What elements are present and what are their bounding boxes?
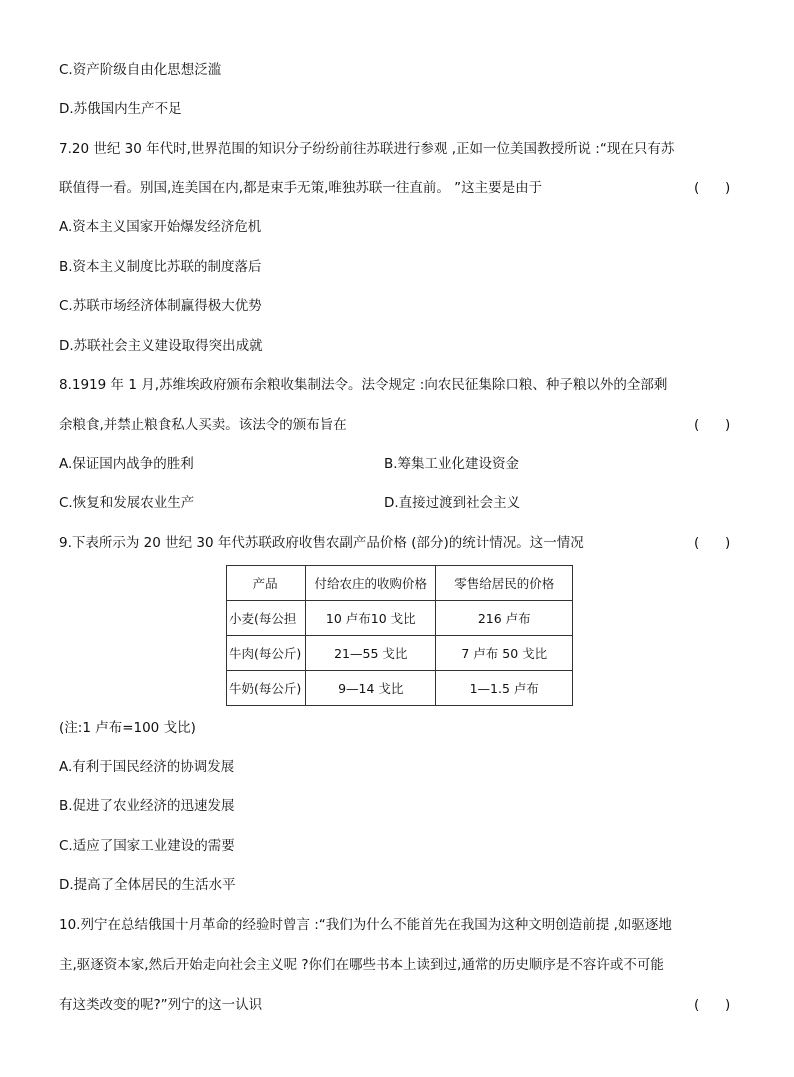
table-header-row (227, 566, 573, 601)
q7-option-a: A.资本主义国家开始爆发经济危机 (59, 219, 262, 235)
table-cell: 小麦(每公担 (227, 601, 306, 636)
q8-stem-line2: 余粮食,并禁止粮食私人买卖。该法令的颁布旨在 (59, 417, 347, 433)
q8-option-d: D.直接过渡到社会主义 (384, 495, 521, 511)
q8-answer-parentheses: ( ) (694, 417, 731, 433)
q7-stem-line2: 联值得一看。别国,连美国在内,都是束手无策,唯独苏联一往直前。 ”这主要是由于 (59, 180, 543, 196)
q7-option-c: C.苏联市场经济体制赢得极大优势 (59, 298, 262, 314)
table-header-cell: 付给农庄的收购价格 (306, 566, 436, 601)
table-cell: 1—1.5 卢布 (436, 671, 573, 706)
q6-option-d: D.苏俄国内生产不足 (59, 101, 182, 117)
table-cell: 牛肉(每公斤) (227, 636, 306, 671)
table-cell: 216 卢布 (436, 601, 573, 636)
q8-stem-line1: 8.1919 年 1 月,苏维埃政府颁布余粮收集制法令。法令规定 :向农民征集除口粮、种子粮以外的全部剩 (59, 377, 668, 393)
q10-stem-line3: 有这类改变的呢?”列宁的这一认识 (59, 997, 263, 1013)
q9-option-b: B.促进了农业经济的迅速发展 (59, 798, 235, 814)
q7-option-d: D.苏联社会主义建设取得突出成就 (59, 338, 263, 354)
table-row (227, 601, 573, 636)
q9-option-a: A.有利于国民经济的协调发展 (59, 759, 235, 775)
q6-option-c: C.资产阶级自由化思想泛滥 (59, 62, 222, 78)
q9-answer-parentheses: ( ) (694, 535, 731, 551)
q10-answer-parentheses: ( ) (694, 997, 731, 1013)
q10-stem-line1: 10.列宁在总结俄国十月革命的经验时曾言 :“我们为什么不能首先在我国为这种文明创造前提 ,如驱逐地 (59, 917, 672, 933)
q9-note: (注:1 卢布=100 戈比) (59, 720, 196, 736)
table-header-cell: 产品 (227, 566, 306, 601)
q8-option-a: A.保证国内战争的胜利 (59, 456, 194, 472)
table-cell: 牛奶(每公斤) (227, 671, 306, 706)
table-cell: 7 卢布 50 戈比 (436, 636, 573, 671)
q8-option-b: B.筹集工业化建设资金 (384, 456, 520, 472)
q8-option-c: C.恢复和发展农业生产 (59, 495, 195, 511)
table-cell: 10 卢布10 戈比 (306, 601, 436, 636)
q7-option-b: B.资本主义制度比苏联的制度落后 (59, 259, 262, 275)
q9-option-d: D.提高了全体居民的生活水平 (59, 877, 236, 893)
q7-answer-parentheses: ( ) (694, 180, 731, 196)
table-row (227, 636, 573, 671)
q9-stem: 9.下表所示为 20 世纪 30 年代苏联政府收售农副产品价格 (部分)的统计情况。这一情况 (59, 535, 584, 551)
q7-stem-line1: 7.20 世纪 30 年代时,世界范围的知识分子纷纷前往苏联进行参观 ,正如一位美国教授所说 :“现在只有苏 (59, 141, 675, 157)
table-cell: 21—55 戈比 (306, 636, 436, 671)
price-table (226, 565, 573, 706)
q9-option-c: C.适应了国家工业建设的需要 (59, 838, 235, 854)
table-row (227, 671, 573, 706)
q10-stem-line2: 主,驱逐资本家,然后开始走向社会主义呢 ?你们在哪些书本上读到过,通常的历史顺序是不容许或不可能 (59, 957, 664, 973)
table-header-cell: 零售给居民的价格 (436, 566, 573, 601)
table-cell: 9—14 戈比 (306, 671, 436, 706)
